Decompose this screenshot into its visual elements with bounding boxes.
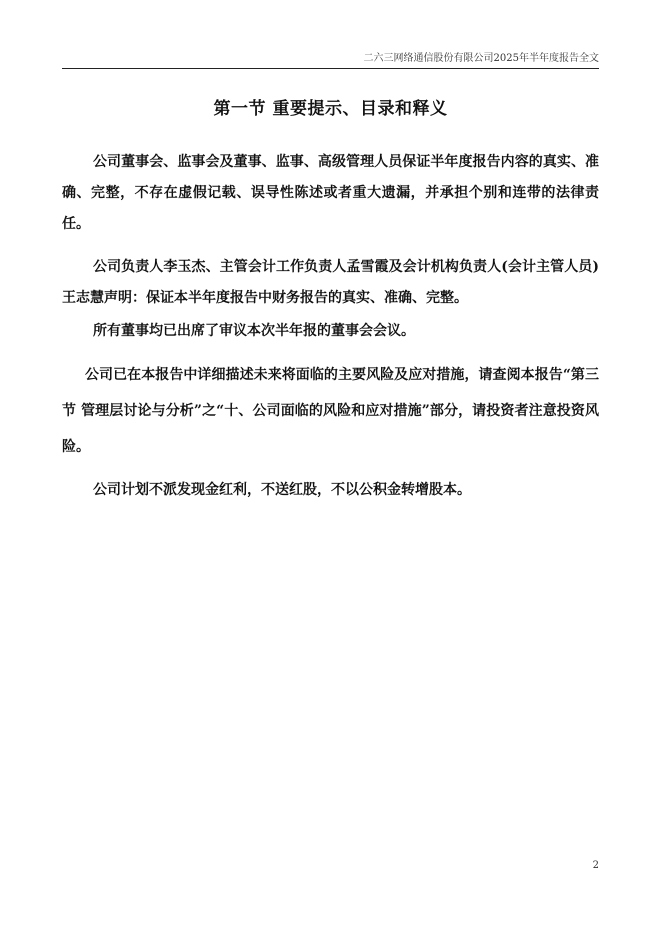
paragraph-responsible-persons-statement: 公司负责人李玉杰、主管会计工作负责人孟雪霞及会计机构负责人(会计主管人员)王志慧声明：保证本半年度报告中财务报告的真实、准确、完整。 [62,259,599,306]
header-divider [62,68,599,69]
section-title: 第一节 重要提示、目录和释义 [213,99,448,119]
paragraph-risk-notice: 公司已在本报告中详细描述未来将面临的主要风险及应对措施，请查阅本报告“第三节 管理层讨论与分析”之“十、公司面临的风险和应对措施”部分，请投资者注意投资风险。 [62,367,599,455]
running-header: 二六三网络通信股份有限公司2025年半年度报告全文 [363,53,599,64]
page-number: 2 [592,860,599,871]
paragraph-dividend-plan: 公司计划不派发现金红利，不送红股，不以公积金转增股本。 [93,482,471,498]
paragraph-board-guarantee: 公司董事会、监事会及董事、监事、高级管理人员保证半年度报告内容的真实、准确、完整，不存在虚假记载、误导性陈述或者重大遗漏，并承担个别和连带的法律责任。 [62,154,599,232]
paragraph-directors-attendance: 所有董事均已出席了审议本次半年报的董事会会议。 [93,323,415,339]
